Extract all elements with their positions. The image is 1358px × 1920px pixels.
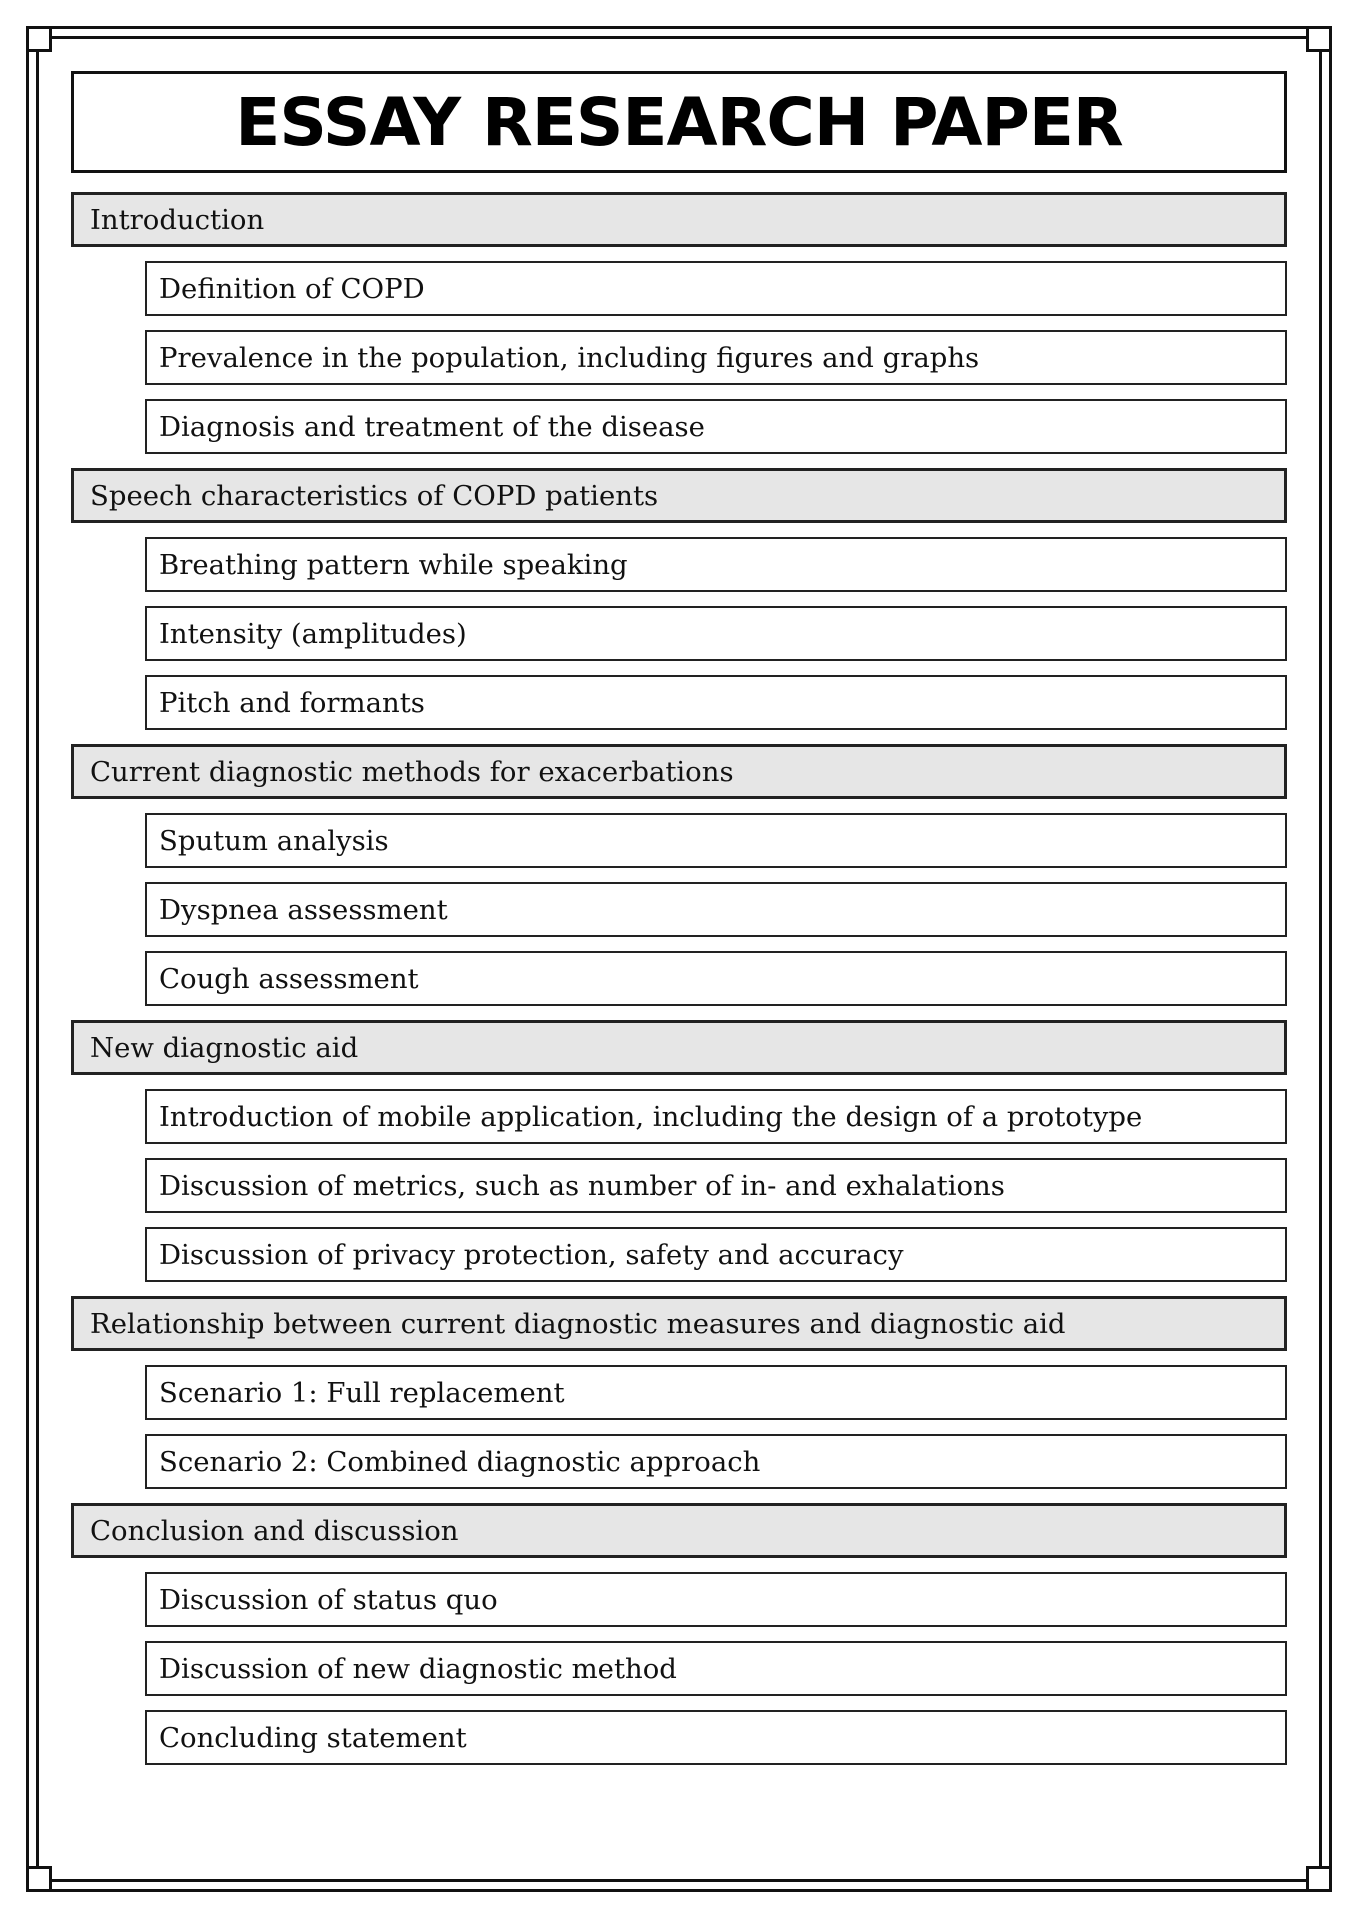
corner-ornament-top-right xyxy=(1306,26,1332,52)
outline-item: Scenario 2: Combined diagnostic approach xyxy=(145,1434,1287,1489)
outline-item: Discussion of new diagnostic method xyxy=(145,1641,1287,1696)
outline-item: Pitch and formants xyxy=(145,675,1287,730)
corner-ornament-bottom-right xyxy=(1306,1866,1332,1892)
section-heading: Speech characteristics of COPD patients xyxy=(71,468,1287,523)
outline-item: Discussion of status quo xyxy=(145,1572,1287,1627)
page-title: ESSAY RESEARCH PAPER xyxy=(235,83,1123,161)
corner-ornament-bottom-left xyxy=(26,1866,52,1892)
section-heading: New diagnostic aid xyxy=(71,1020,1287,1075)
outline-item: Discussion of metrics, such as number of in- and exhalations xyxy=(145,1158,1287,1213)
outline-item: Definition of COPD xyxy=(145,261,1287,316)
section-heading: Conclusion and discussion xyxy=(71,1503,1287,1558)
section xyxy=(71,1020,1287,1282)
outline-item: Scenario 1: Full replacement xyxy=(145,1365,1287,1420)
section xyxy=(71,1296,1287,1489)
corner-ornament-top-left xyxy=(26,26,52,52)
section-heading: Relationship between current diagnostic measures and diagnostic aid xyxy=(71,1296,1287,1351)
outline-item: Introduction of mobile application, including the design of a prototype xyxy=(145,1089,1287,1144)
section xyxy=(71,744,1287,1006)
outline-item: Discussion of privacy protection, safety and accuracy xyxy=(145,1227,1287,1282)
outline-item: Concluding statement xyxy=(145,1710,1287,1765)
outline-item: Diagnosis and treatment of the disease xyxy=(145,399,1287,454)
outline-item: Breathing pattern while speaking xyxy=(145,537,1287,592)
section xyxy=(71,468,1287,730)
outline-item: Intensity (amplitudes) xyxy=(145,606,1287,661)
title-box xyxy=(71,71,1287,173)
outline-item: Prevalence in the population, including figures and graphs xyxy=(145,330,1287,385)
section-heading: Current diagnostic methods for exacerbations xyxy=(71,744,1287,799)
outline-item: Cough assessment xyxy=(145,951,1287,1006)
outline-item: Dyspnea assessment xyxy=(145,882,1287,937)
section xyxy=(71,1503,1287,1765)
section xyxy=(71,192,1287,454)
section-heading: Introduction xyxy=(71,192,1287,247)
outline xyxy=(71,192,1287,1779)
outline-item: Sputum analysis xyxy=(145,813,1287,868)
